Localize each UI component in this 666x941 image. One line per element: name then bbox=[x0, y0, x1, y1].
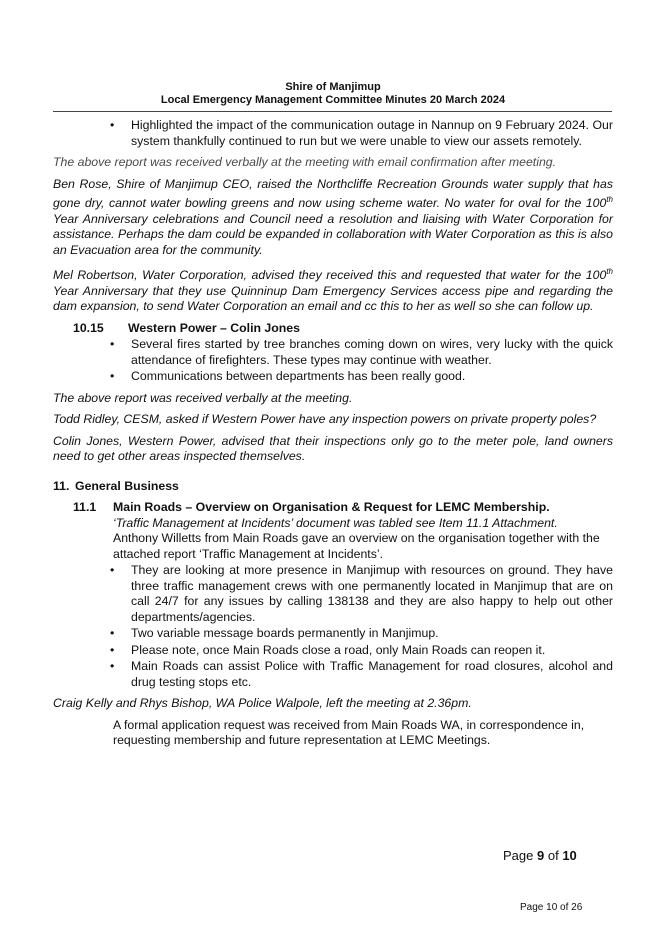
page-footer: Page 10 of 26 bbox=[520, 902, 583, 913]
list-item: • Communications between departments has been really good. bbox=[131, 369, 613, 385]
ben-rose-paragraph: Ben Rose, Shire of Manjimup CEO, raised the Northcliffe Recreation Grounds water supply that has gone dry, cannot water bowling greens and now using scheme water. No water for oval for the 100th Year Anniversary celebrations and Council need a resolution and liaising with Water Corporation for assistance. Perhaps the dam could be expanded in collaboration with Water Corporation as this is also an Evacuation area for the community. bbox=[53, 176, 613, 257]
section-11-1-body bbox=[53, 516, 613, 563]
list-item: • Several fires started by tree branches coming down on wires, very lucky with the quick attendance of firefighters. These types may continue with weather. bbox=[131, 337, 613, 368]
main-roads-overview: Anthony Willetts from Main Roads gave an overview on the organisation together with the attached report ‘Traffic Management at Incidents’. bbox=[113, 531, 600, 561]
report-received-email-note: The above report was received verbally at the meeting with email confirmation after meeting. bbox=[53, 155, 557, 169]
todd-ridley-question: Todd Ridley, CESM, asked if Western Power have any inspection powers on private property poles? bbox=[53, 412, 597, 427]
top-bullet-list bbox=[53, 118, 613, 149]
header-document-title: Local Emergency Management Committee Minutes 20 March 2024 bbox=[160, 94, 506, 106]
header-organisation: Shire of Manjimup bbox=[285, 81, 381, 93]
tabled-document-note: ‘Traffic Management at Incidents’ document was tabled see Item 11.1 Attachment. bbox=[113, 515, 558, 530]
section-11-1-heading: 11.1 Main Roads – Overview on Organisation & Request for LEMC Membership. bbox=[73, 500, 550, 515]
list-item: • Main Roads can assist Police with Traffic Management for road closures, alcohol and drug testing stops etc. bbox=[131, 659, 613, 690]
formal-application-paragraph: A formal application request was received from Main Roads WA, in correspondence in, requesting membership and future representation at LEMC Meetings. bbox=[113, 717, 585, 748]
craig-kelly-departure-note: Craig Kelly and Rhys Bishop, WA Police Walpole, left the meeting at 2.36pm. bbox=[53, 696, 472, 711]
section-11-1-bullets bbox=[53, 563, 613, 690]
report-received-verbal-note: The above report was received verbally at the meeting. bbox=[53, 390, 353, 405]
section-11-heading: 11. General Business bbox=[53, 478, 179, 493]
list-item: • Highlighted the impact of the communication outage in Nannup on 9 February 2024. Our system thankfully continued to run but we were unable to view our assets remotely. bbox=[131, 118, 613, 149]
mel-robertson-paragraph: Mel Robertson, Water Corporation, advised they received this and requested that water for the 100th Year Anniversary that they use Quinninup Dam Emergency Services access pipe and regarding the dam expansion, to send Water Corporation an email and cc this to her as well so she can follow up. bbox=[53, 267, 613, 314]
document-body bbox=[53, 118, 613, 749]
header-rule bbox=[53, 111, 612, 112]
list-item: • They are looking at more presence in Manjimup with resources on ground. They have three traffic management crews with one permanently located in Manjimup that are on call 24/7 for any issues by calling 138138 and they are also happy to help out other departments/agencies. bbox=[131, 563, 613, 625]
page-number: Page 9 of 10 bbox=[503, 848, 577, 863]
list-item: • Please note, once Main Roads close a road, only Main Roads can reopen it. bbox=[131, 643, 613, 659]
section-10-15-heading: 10.15 Western Power – Colin Jones bbox=[73, 320, 300, 335]
page-header bbox=[0, 81, 666, 107]
list-item: • Two variable message boards permanently in Manjimup. bbox=[131, 626, 613, 642]
colin-jones-answer: Colin Jones, Western Power, advised that their inspections only go to the meter pole, land owners need to get other areas inspected themselves. bbox=[53, 433, 613, 464]
section-10-15-bullets bbox=[53, 337, 613, 385]
